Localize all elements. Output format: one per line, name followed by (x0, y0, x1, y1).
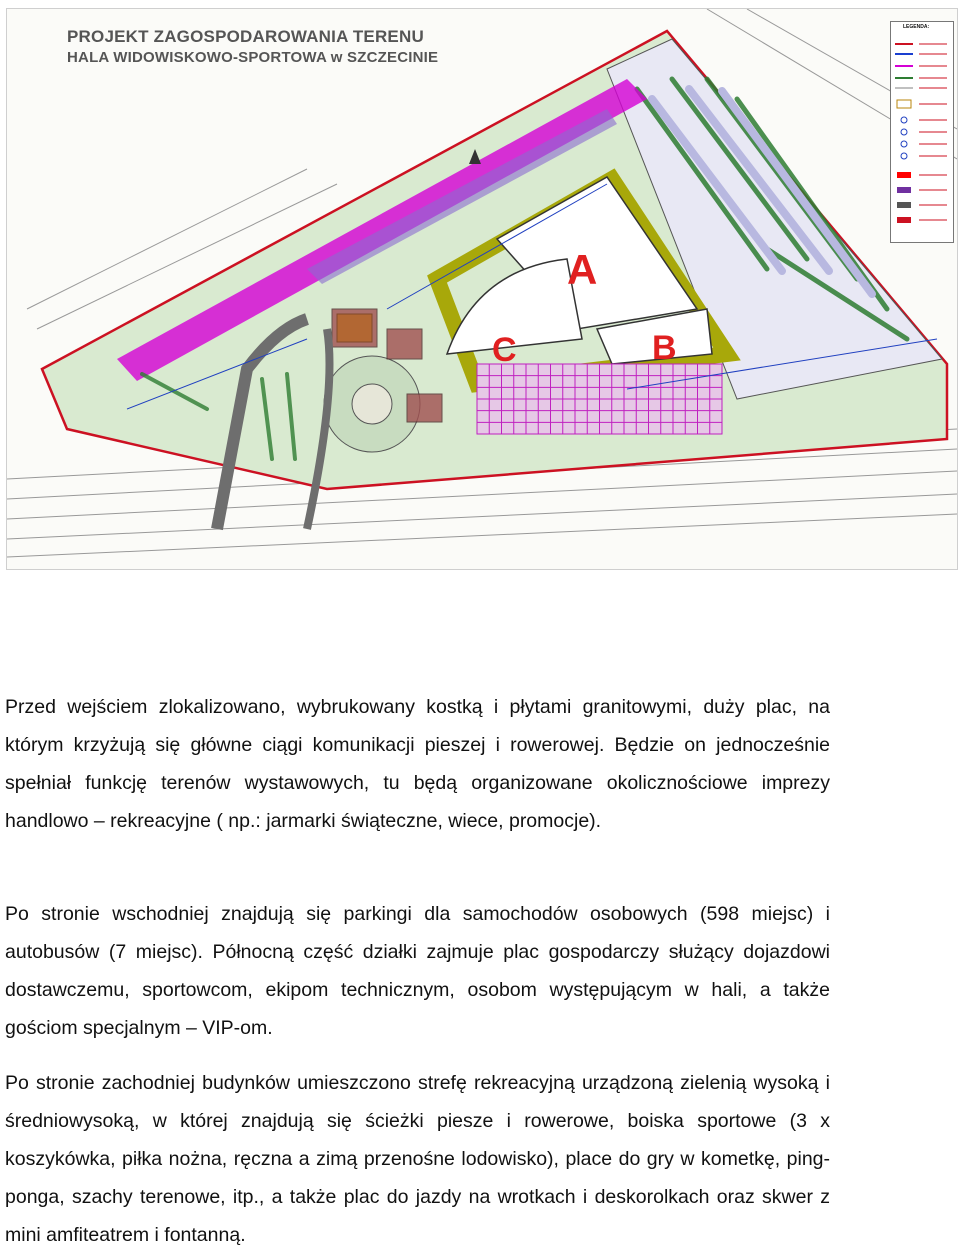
paragraph-plaza (5, 688, 830, 840)
legend-title: LEGENDA: (903, 24, 930, 30)
plan-title-line2: HALA WIDOWISKOWO-SPORTOWA w SZCZECINIE (67, 49, 439, 66)
plan-title-line1: PROJEKT ZAGOSPODAROWANIA TERENU (67, 27, 424, 46)
plan-title (67, 27, 438, 66)
paragraph-parking (5, 895, 830, 1047)
plan-legend (890, 21, 954, 243)
paragraph-text: Po stronie zachodniej budynków umieszczono strefę rekreacyjną urządzoną zielenią wysoką i średniowysoką, w której znajdują się ścieżki piesze i rowerowe, boiska sportowe (3 x koszykówka, piłka nożna, ręczna a zimą przenośne lodowisko), place do gry w kometkę, ping-ponga, szachy terenowe, itp., a także plac do jazdy na wrotkach i deskorolkach oraz skwer z mini amfiteatrem i fontanną. (5, 1072, 830, 1246)
paragraph-recreation (5, 1064, 830, 1254)
legend-swatches (891, 22, 953, 242)
site-plan-figure (6, 8, 958, 570)
paragraph-text: Przed wejściem zlokalizowano, wybrukowany kostką i płytami granitowymi, duży plac, na którym krzyżują się główne ciągi komunikacji pieszej i rowerowej. Będzie on jednocześnie spełniał funkcję terenów wystawowych, tu będą organizowane okolicznościowe imprezy handlowo – rekreacyjne ( np.: jarmarki świąteczne, wiece, promocje). (5, 696, 830, 832)
zone-label-c: C (492, 331, 517, 369)
zone-label-a: A (567, 246, 598, 293)
paragraph-text: Po stronie wschodniej znajdują się parkingi dla samochodów osobowych (598 miejsc) i autobusów (7 miejsc). Północną część działki zajmuje plac gospodarczy służący dojazdowi dostawczemu, sportowcom, ekipom technicznym, osobom występującym w hali, a także gościom specjalnym – VIP-om. (5, 903, 830, 1039)
zone-label-b: B (652, 329, 677, 367)
site-plan-drawing (7, 9, 957, 569)
